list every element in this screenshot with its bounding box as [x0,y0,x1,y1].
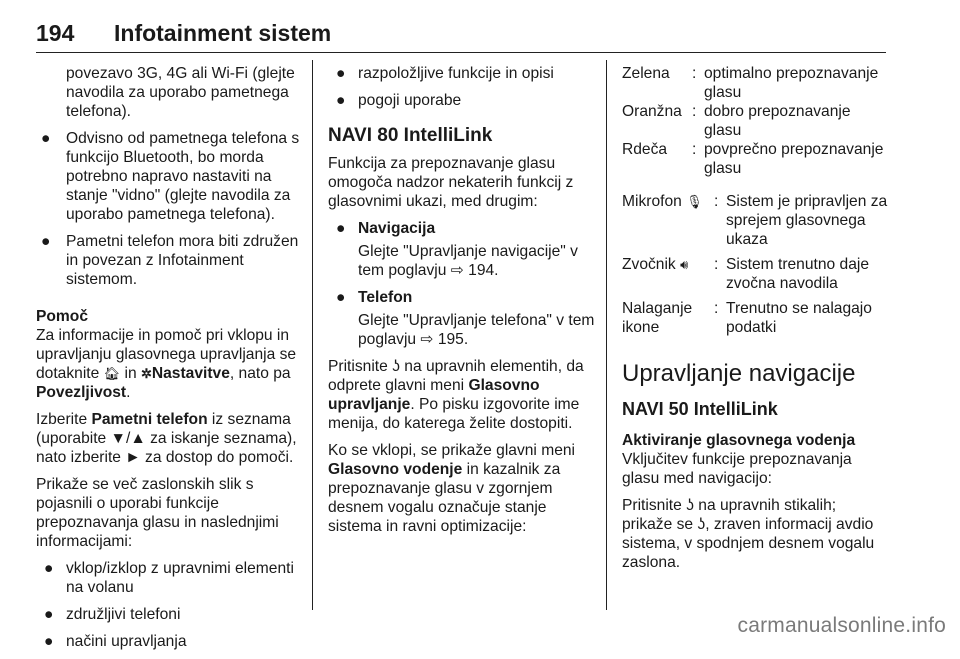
item-description: Glejte "Upravljanje telefona" v tem poglavju ⇨ 195. [358,312,595,348]
bullet-icon: ● [336,65,346,82]
bullet-icon: ● [41,233,51,250]
icon-status-table: Mikrofon 🎙︎ : Sistem je pripravljen za sprejem glasovnega ukaza Zvočnik 🔊︎ : Sistem trenutno daje zvočna navodila Nalaganje ikone : Trenutno se nalagajo podatki [622,193,888,336]
bullet-icon: ● [44,606,54,623]
color-status-table: Zelena : optimalno prepoznavanje glasu Oranžna : dobro prepoznavanje glasu Rdeča : povprečno prepoznavanje glasu [622,65,884,177]
subheading-activation: Aktiviranje glasovnega vodenja [622,432,856,449]
press-paragraph: Pritisnite ʖ na upravnih elementih, da odprete glavni meni Glasovno upravljanje. Po pisku izgovorite ime menija, do katerega želite dostopiti. [328,358,584,432]
watermark: carmanualsonline.info [737,614,946,637]
right-column [622,64,888,580]
page-ref-arrow-icon: ⇨ 194. [450,262,499,279]
bullet-icon: ● [336,220,346,237]
left-column [36,64,302,659]
column-divider-2 [606,60,607,610]
bullet-icon: ● [41,130,51,147]
pomoc-paragraph: Za informacije in pomoč pri vklopu in upravljanju glasovnega upravljanja se dotaknite 🏠︎ in ✲Nastavitve, nato pa Povezljivost. [36,327,297,401]
pomoc-heading: Pomoč [36,308,88,325]
subsection-heading-navi50: NAVI 50 IntelliLink [622,399,778,419]
section-heading-navigation: Upravljanje navigacije [622,360,856,387]
activation-steps: Pritisnite ʖ na upravnih stikalih; prikaže se ʖ, zraven informacij avdio sistema, v spodnjem desnem vogalu zaslona. [622,497,875,571]
home-icon: 🏠︎ [103,366,121,381]
activation-intro: Vključitev funkcije prepoznavanja glasu med navigacijo: [622,451,852,487]
info-paragraph: Prikaže se več zaslonskih slik s pojasnili o uporabi funkcije prepoznavanja glasu in naslednjimi informacijami: [36,476,279,550]
microphone-icon: 🎙︎ [686,194,703,209]
header-rule [36,52,886,53]
list-item: ● Odvisno od pametnega telefona s funkcijo Bluetooth, bo morda potrebno napravo nastaviti na stanje "vidno" (glejte navodila za uporabo pametnega telefona). [41,130,300,223]
continued-text: povezavo 3G, 4G ali Wi-Fi (glejte navodila za uporabo pametnega telefona). [66,65,295,120]
section-heading-navi80: NAVI 80 IntelliLink [328,125,493,146]
list-item: ● pogoji uporabe [336,92,462,109]
list-item: ● združljivi telefoni [44,606,181,623]
bullet-icon: ● [44,560,54,577]
voice-control-icon: ʖ [392,358,400,375]
list-item: ● načini upravljanja [44,633,187,650]
bullet-icon: ● [44,633,54,650]
middle-column [328,64,596,544]
bullet-icon: ● [336,92,346,109]
list-item: ● razpoložljive funkcije in opisi [336,65,554,82]
page-header [36,20,886,50]
activation-paragraph: Ko se vklopi, se prikaže glavni meni Glasovno vodenje in kazalnik za prepoznavanje glasu v zgornjem desnem vogalu označuje stanje sistema in ravni optimizacije: [328,442,576,535]
list-item: ● Pametni telefon mora biti združen in povezan z Infotainment sistemom. [41,233,299,288]
column-divider-1 [312,60,313,610]
settings-gear-icon: ✲ [140,366,152,381]
list-item: ● Telefon [336,289,413,306]
item-description: Glejte "Upravljanje navigacije" v tem poglavju ⇨ 194. [358,243,578,279]
speaker-icon: 🔊︎ [680,257,689,272]
page-title: Infotainment sistem [114,20,332,46]
page-ref-arrow-icon: ⇨ 195. [420,331,469,348]
bullet-icon: ● [336,289,346,306]
list-item: ● vklop/izklop z upravnimi elementi na volanu [44,560,294,596]
voice-control-icon: ʖ [686,497,694,514]
voice-control-icon: ʖ [697,516,706,533]
page-number: 194 [36,20,75,46]
list-item: ● Navigacija [336,220,436,237]
select-paragraph: Izberite Pametni telefon iz seznama (uporabite ▼/▲ za iskanje seznama), nato izberite ► za dostop do pomoči. [36,411,297,466]
intro-paragraph: Funkcija za prepoznavanje glasu omogoča nadzor nekaterih funkcij z glasovnimi ukazi, med drugim: [328,155,574,210]
